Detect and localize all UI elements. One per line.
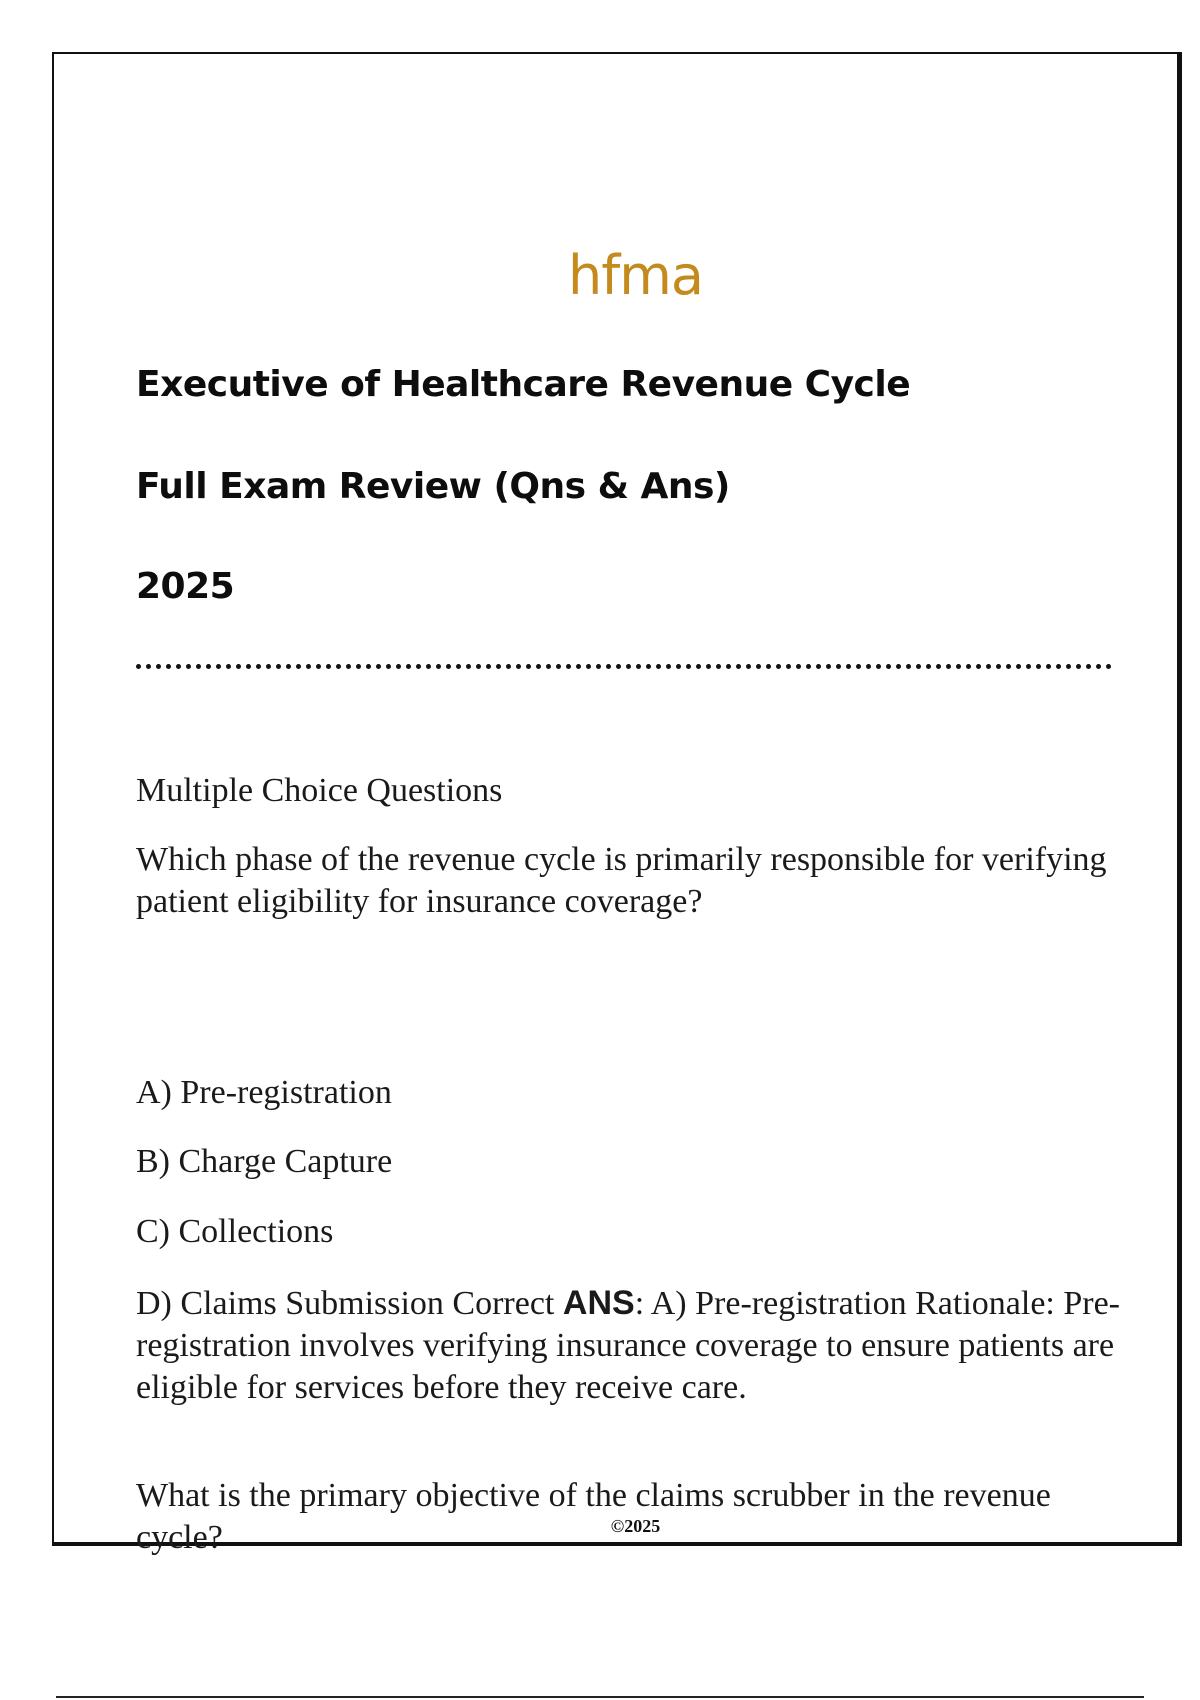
question-1-option-b: B) Charge Capture xyxy=(136,1143,393,1180)
answer-label: ANS xyxy=(562,1284,635,1322)
bottom-divider xyxy=(56,1696,1144,1698)
copyright-footer: ©2025 xyxy=(610,1516,661,1536)
question-2-text: What is the primary objective of the claims scrubber in the revenue cycle? xyxy=(136,1477,1051,1556)
hfma-logo: hfma xyxy=(568,244,703,307)
document-year: 2025 xyxy=(136,566,235,607)
question-1-option-d: D) Claims Submission Correct xyxy=(136,1285,555,1322)
question-1-option-d-answer-block xyxy=(136,1282,1136,1409)
question-1-text: Which phase of the revenue cycle is primarily responsible for verifying patient eligibility for insurance coverage? xyxy=(136,841,1107,920)
document-subtitle: Full Exam Review (Qns & Ans) xyxy=(136,466,730,507)
question-1-option-c: C) Collections xyxy=(136,1213,334,1250)
dotted-divider xyxy=(136,664,1112,669)
answer-rationale: Rationale: Pre-registration involves verifying insurance coverage to ensure patients are eligible for services before they receive care. xyxy=(136,1285,1121,1406)
page-frame xyxy=(52,52,1182,1556)
answer-value: : A) Pre-registration xyxy=(634,1285,907,1322)
document-title: Executive of Healthcare Revenue Cycle xyxy=(136,364,911,405)
section-label: Multiple Choice Questions xyxy=(136,772,503,809)
question-1-option-a: A) Pre-registration xyxy=(136,1074,392,1111)
